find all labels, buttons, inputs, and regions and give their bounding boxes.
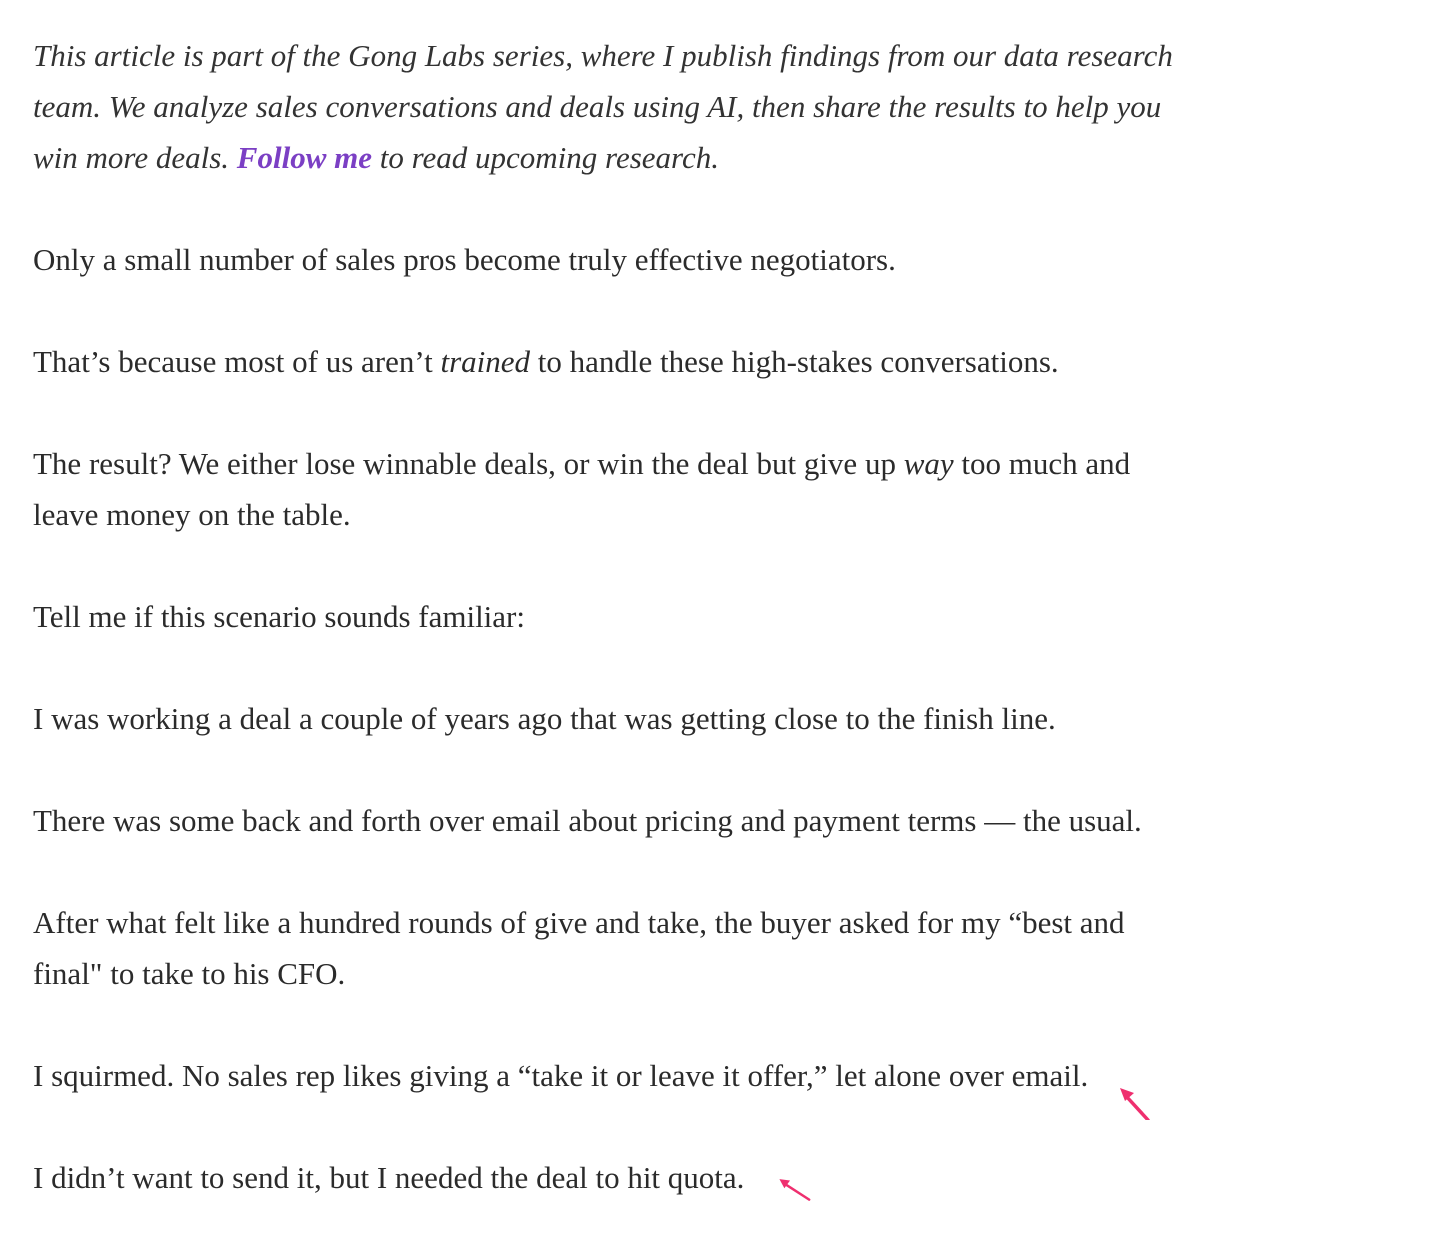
article-body	[33, 30, 1193, 1254]
paragraph-2-emphasis: trained	[440, 344, 531, 379]
paragraph-7: After what felt like a hundred rounds of give and take, the buyer asked for my “best and final" to take to his CFO.	[33, 905, 1125, 991]
paragraph-2-before: That’s because most of us aren’t	[33, 344, 441, 379]
paragraph-5: I was working a deal a couple of years ago that was getting close to the finish line.	[33, 701, 1056, 736]
paragraph-6: There was some back and forth over email about pricing and payment terms — the usual.	[33, 803, 1142, 838]
paragraph-3-after: too much and leave money on the table.	[33, 446, 1131, 532]
paragraph-3	[33, 438, 1193, 540]
paragraph-8: I squirmed. No sales rep likes giving a “take it or leave it offer,” let alone over email.	[33, 1058, 1089, 1093]
follow-me-link[interactable]: Follow me	[236, 140, 372, 175]
arrow-pointer-icon	[1118, 1086, 1152, 1120]
intro-paragraph	[33, 30, 1193, 183]
paragraph-2-after: to handle these high-stakes conversations.	[530, 344, 1059, 379]
paragraph-4: Tell me if this scenario sounds familiar:	[33, 599, 525, 634]
paragraph-1: Only a small number of sales pros become truly effective negotiators.	[33, 242, 896, 277]
paragraph-3-before: The result? We either lose winnable deals, or win the deal but give up	[33, 446, 904, 481]
paragraph-2	[33, 336, 1193, 387]
intro-text-after: to read upcoming research.	[372, 140, 719, 175]
intro-text-before: This article is part of the Gong Labs series, where I publish findings from our data research team. We analyze sales conversations and deals using AI, then share the results to help you win more deals.	[33, 38, 1173, 175]
paragraph-9: I didn’t want to send it, but I needed the deal to hit quota.	[33, 1160, 745, 1195]
paragraph-3-emphasis: way	[903, 446, 954, 481]
arrow-pointer-icon	[778, 1172, 812, 1206]
